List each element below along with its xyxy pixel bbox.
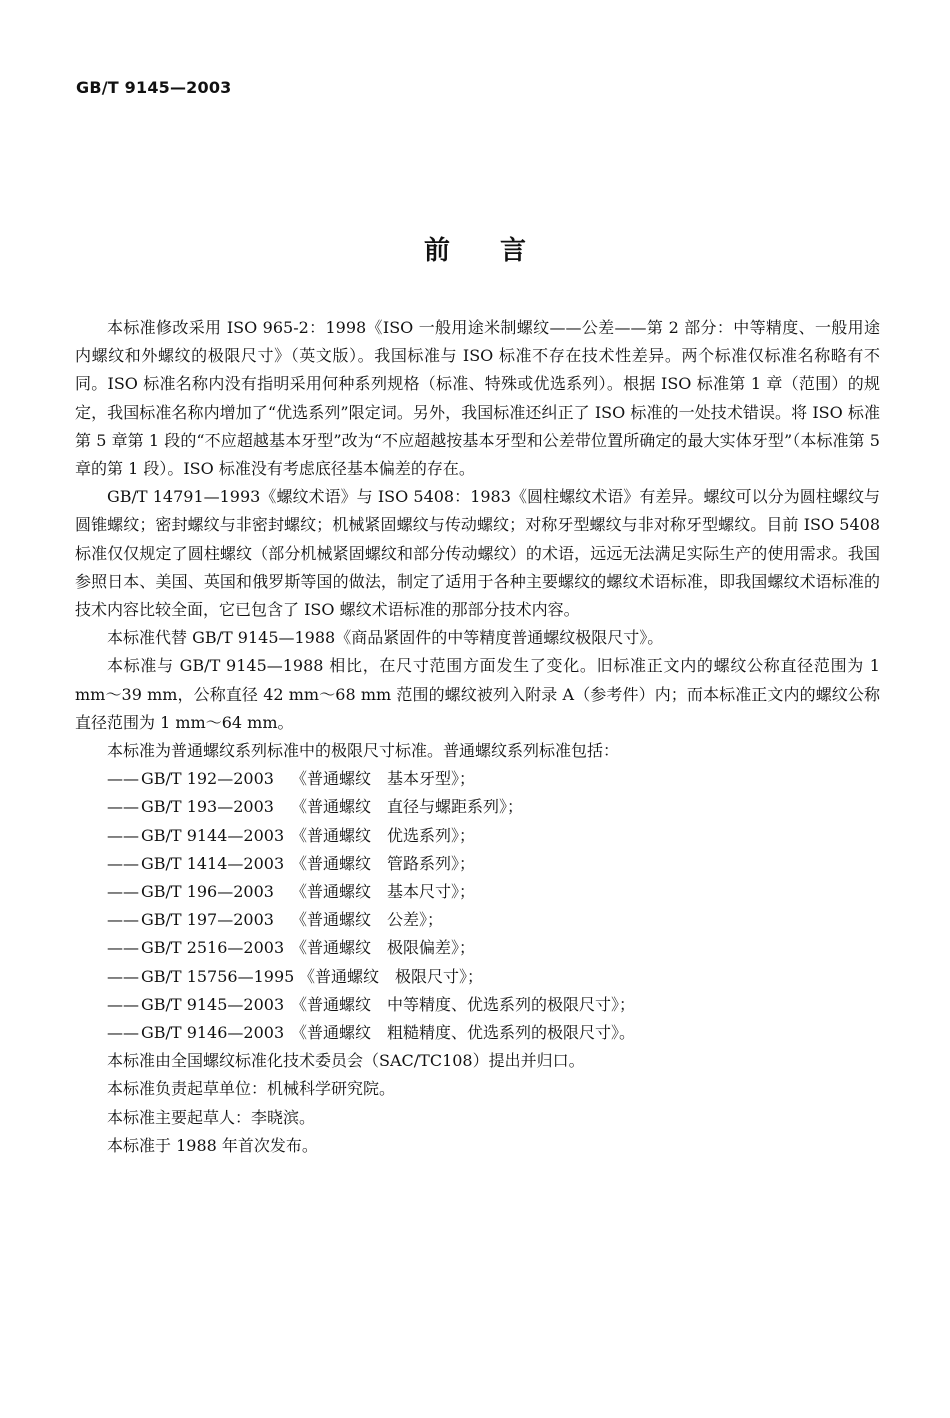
list-item [75, 765, 880, 793]
standard-code: GB/T 15756—1995 [141, 966, 295, 986]
list-item [75, 878, 880, 906]
list-item [75, 822, 880, 850]
standard-code: GB/T 192—2003 [141, 769, 274, 789]
standard-name: 《普通螺纹 极限尺寸》； [299, 966, 484, 986]
standard-code: GB/T 9145—2003 [141, 994, 285, 1014]
list-item [75, 793, 880, 821]
standard-name: 《普通螺纹 粗糙精度、优选系列的极限尺寸》。 [291, 1022, 636, 1042]
paragraph-changes: 本标准与 GB/T 9145—1988 相比，在尺寸范围方面发生了变化。旧标准正文内的螺纹公称直径范围为 1 mm～39 mm，公称直径 42 mm～68 mm 范围的螺纹被列入附录 A（参考件）内；而本标准正文内的螺纹公称直径范围为 1 mm～64 mm。 [75, 656, 880, 732]
list-item [75, 850, 880, 878]
standard-name: 《普通螺纹 优选系列》； [291, 825, 476, 845]
paragraph-drafting-unit: 本标准负责起草单位：机械科学研究院。 [107, 1079, 396, 1099]
standard-code: GB/T 9146—2003 [141, 1022, 285, 1042]
standard-name: 《普通螺纹 管路系列》； [291, 853, 476, 873]
list-dash: —— [107, 938, 139, 958]
list-dash: —— [107, 882, 139, 901]
paragraph-series-intro: 本标准为普通螺纹系列标准中的极限尺寸标准。普通螺纹系列标准包括： [107, 741, 620, 761]
list-dash: —— [107, 797, 139, 817]
standard-code: GB/T 193—2003 [141, 797, 274, 817]
standards-list [75, 765, 880, 1047]
list-dash: —— [107, 825, 139, 845]
list-item [75, 906, 880, 934]
document-code: GB/T 9145—2003 [76, 78, 232, 97]
standard-name: 《普通螺纹 基本尺寸》； [291, 882, 476, 901]
standard-code: GB/T 196—2003 [141, 882, 274, 901]
standard-name: 《普通螺纹 极限偏差》； [291, 938, 476, 958]
standard-name: 《普通螺纹 基本牙型》； [291, 769, 476, 789]
list-item [75, 963, 880, 991]
list-dash: —— [107, 910, 139, 930]
list-item [75, 1019, 880, 1047]
foreword-body [75, 314, 880, 1160]
list-item [75, 991, 880, 1019]
standard-code: GB/T 1414—2003 [141, 853, 285, 873]
list-dash: —— [107, 966, 139, 986]
list-dash: —— [107, 1022, 139, 1042]
paragraph-first-release: 本标准于 1988 年首次发布。 [107, 1135, 318, 1155]
paragraph-drafter: 本标准主要起草人：李晓滨。 [107, 1107, 316, 1127]
standard-name: 《普通螺纹 公差》； [291, 910, 444, 930]
list-dash: —— [107, 994, 139, 1014]
paragraph-terminology: GB/T 14791—1993《螺纹术语》与 ISO 5408：1983《圆柱螺纹术语》有差异。螺纹可以分为圆柱螺纹与圆锥螺纹；密封螺纹与非密封螺纹；机械紧固螺纹与传动螺纹；对称牙型螺纹与非对称牙型螺纹。目前 ISO 5408 标准仅仅规定了圆柱螺纹（部分机械紧固螺纹和部分传动螺纹）的术语，远远无法满足实际生产的使用需求。我国参照日本、美国、英国和俄罗斯等国的做法，制定了适用于各种主要螺纹的螺纹术语标准，即我国螺纹术语标准的技术内容比较全面，它已包含了 ISO 螺纹术语标准的那部分技术内容。 [75, 487, 880, 620]
standard-code: GB/T 2516—2003 [141, 938, 285, 958]
standard-code: GB/T 197—2003 [141, 910, 274, 930]
list-dash: —— [107, 769, 139, 789]
list-dash: —— [107, 853, 139, 873]
standard-name: 《普通螺纹 中等精度、优选系列的极限尺寸》； [291, 994, 636, 1014]
paragraph-replaces: 本标准代替 GB/T 9145—1988《商品紧固件的中等精度普通螺纹极限尺寸》。 [107, 628, 664, 648]
standard-name: 《普通螺纹 直径与螺距系列》； [291, 797, 524, 817]
paragraph-proposer: 本标准由全国螺纹标准化技术委员会（SAC/TC108）提出并归口。 [107, 1051, 585, 1071]
list-item [75, 934, 880, 962]
standard-code: GB/T 9144—2003 [141, 825, 285, 845]
page-title: 前言 [423, 236, 576, 266]
paragraph-adoption: 本标准修改采用 ISO 965-2：1998《ISO 一般用途米制螺纹——公差——第 2 部分：中等精度、一般用途内螺纹和外螺纹的极限尺寸》（英文版）。我国标准与 ISO 标准不存在技术性差异。两个标准仅标准名称略有不同。ISO 标准名称内没有指明采用何种系列规格（标准、特殊或优选系列）。根据 ISO 标准第 1 章（范围）的规定，我国标准名称内增加了“优选系列”限定词。另外，我国标准还纠正了 ISO 标准的一处技术错误。将 ISO 标准第 5 章第 1 段的“不应超越基本牙型”改为“不应超越按基本牙型和公差带位置所确定的最大实体牙型”（本标准第 5 章的第 1 段）。ISO 标准没有考虑底径基本偏差的存在。 [75, 318, 880, 479]
